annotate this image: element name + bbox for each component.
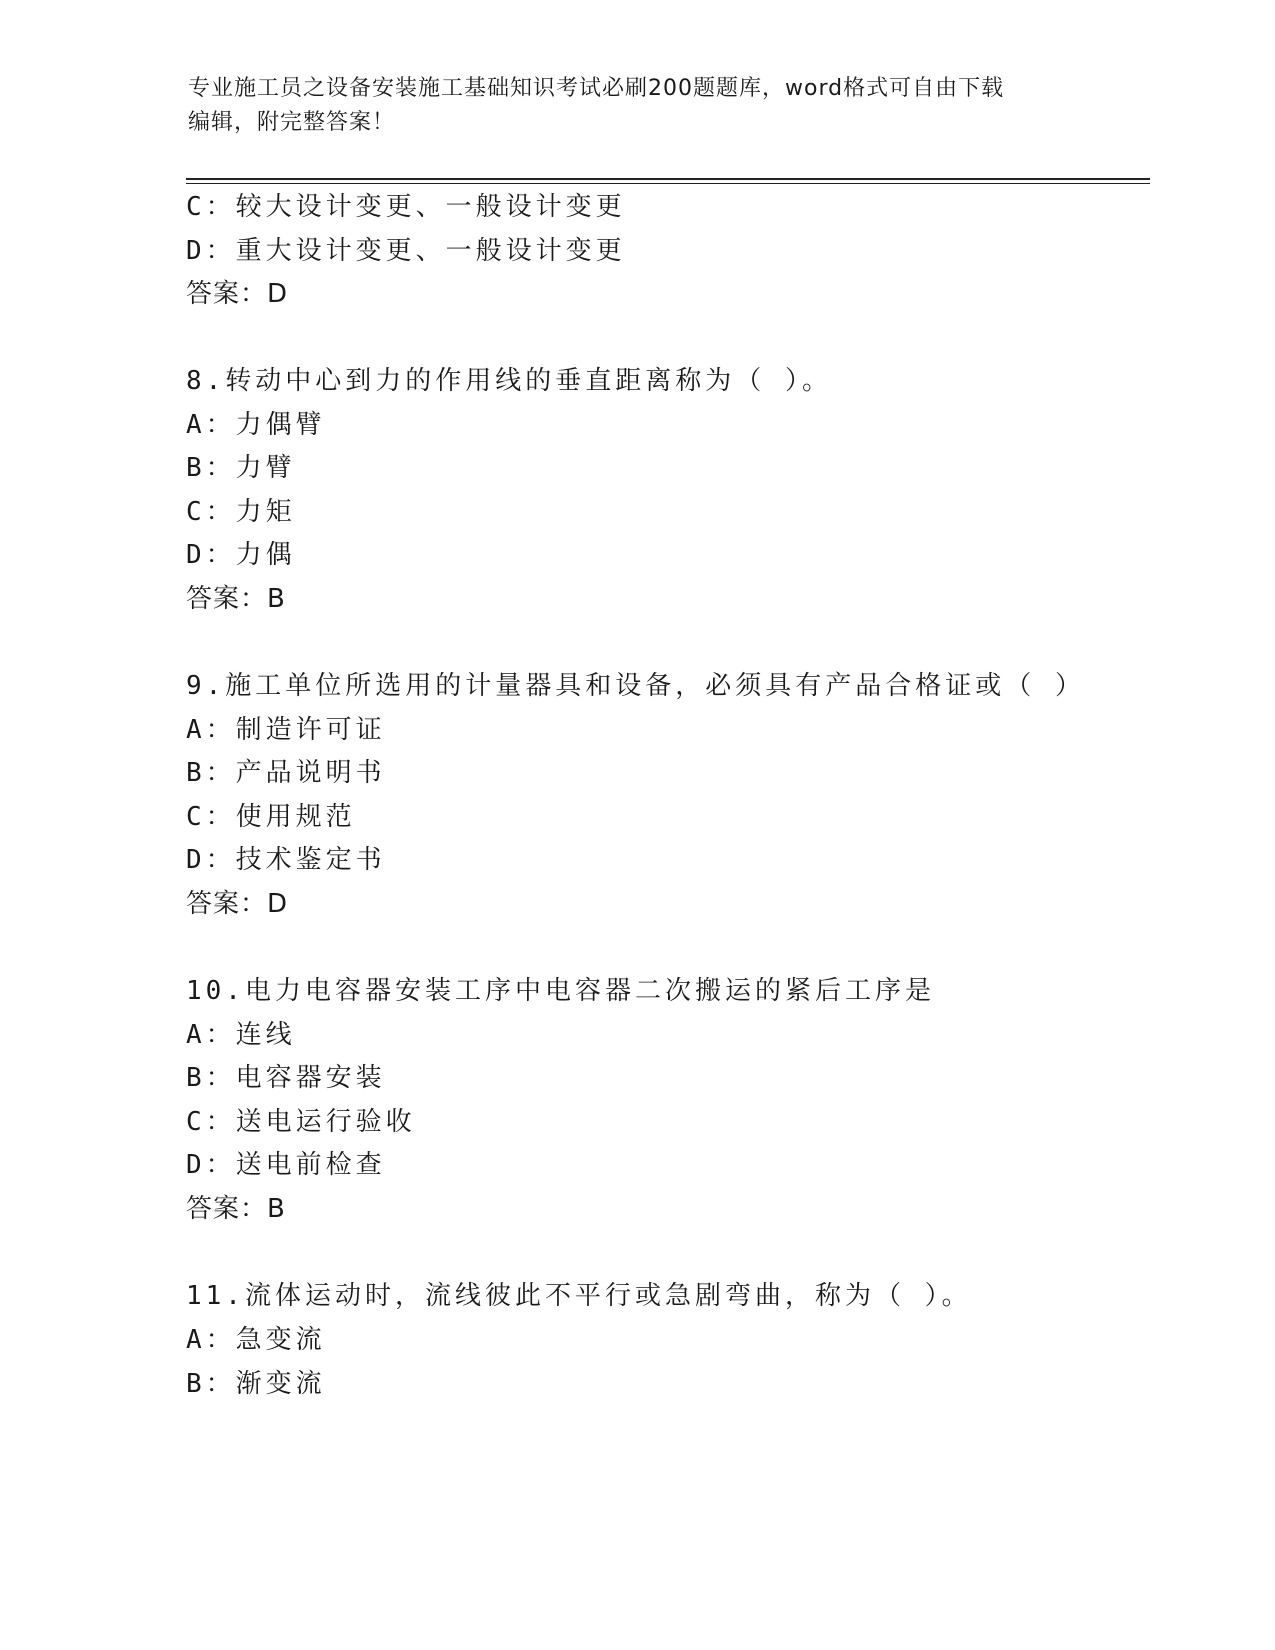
q10-option-a: A：连线 (186, 1020, 296, 1050)
q7-option-c: C：较大设计变更、一般设计变更 (186, 192, 626, 222)
q8-answer: 答案：B (186, 584, 286, 614)
q10-answer: 答案：B (186, 1194, 286, 1224)
q9-option-c: C：使用规范 (186, 802, 356, 832)
q9-answer: 答案：D (186, 889, 289, 919)
q7-option-d: D：重大设计变更、一般设计变更 (186, 236, 626, 266)
q8-option-d: D：力偶 (186, 540, 296, 570)
q7-answer: 答案：D (186, 279, 289, 309)
q8-option-c: C：力矩 (186, 497, 296, 527)
q8-option-b: B：力臂 (186, 453, 296, 483)
q11-question: 11.流体运动时，流线彼此不平行或急剧弯曲，称为（ ）。 (186, 1281, 972, 1311)
q10-option-b: B：电容器安装 (186, 1063, 386, 1093)
document-header (188, 72, 1088, 140)
q9-question: 9.施工单位所选用的计量器具和设备，必须具有产品合格证或（ ） (186, 671, 1085, 701)
q11-option-b: B：渐变流 (186, 1369, 326, 1399)
q10-question: 10.电力电容器安装工序中电容器二次搬运的紧后工序是 (186, 976, 935, 1006)
q9-option-a: A：制造许可证 (186, 715, 386, 745)
q11-option-a: A：急变流 (186, 1325, 326, 1355)
q10-option-d: D：送电前检查 (186, 1150, 386, 1180)
q8-question: 8.转动中心到力的作用线的垂直距离称为（ ）。 (186, 366, 832, 396)
q9-option-b: B：产品说明书 (186, 758, 386, 788)
header-title-line-1: 专业施工员之设备安装施工基础知识考试必刷200题题库，word格式可自由下载 (188, 76, 1005, 101)
q8-option-a: A：力偶臂 (186, 410, 326, 440)
header-divider-top (186, 178, 1150, 180)
header-title-line-2: 编辑，附完整答案！ (188, 110, 396, 135)
q10-option-c: C：送电运行验收 (186, 1107, 416, 1137)
q9-option-d: D：技术鉴定书 (186, 845, 386, 875)
